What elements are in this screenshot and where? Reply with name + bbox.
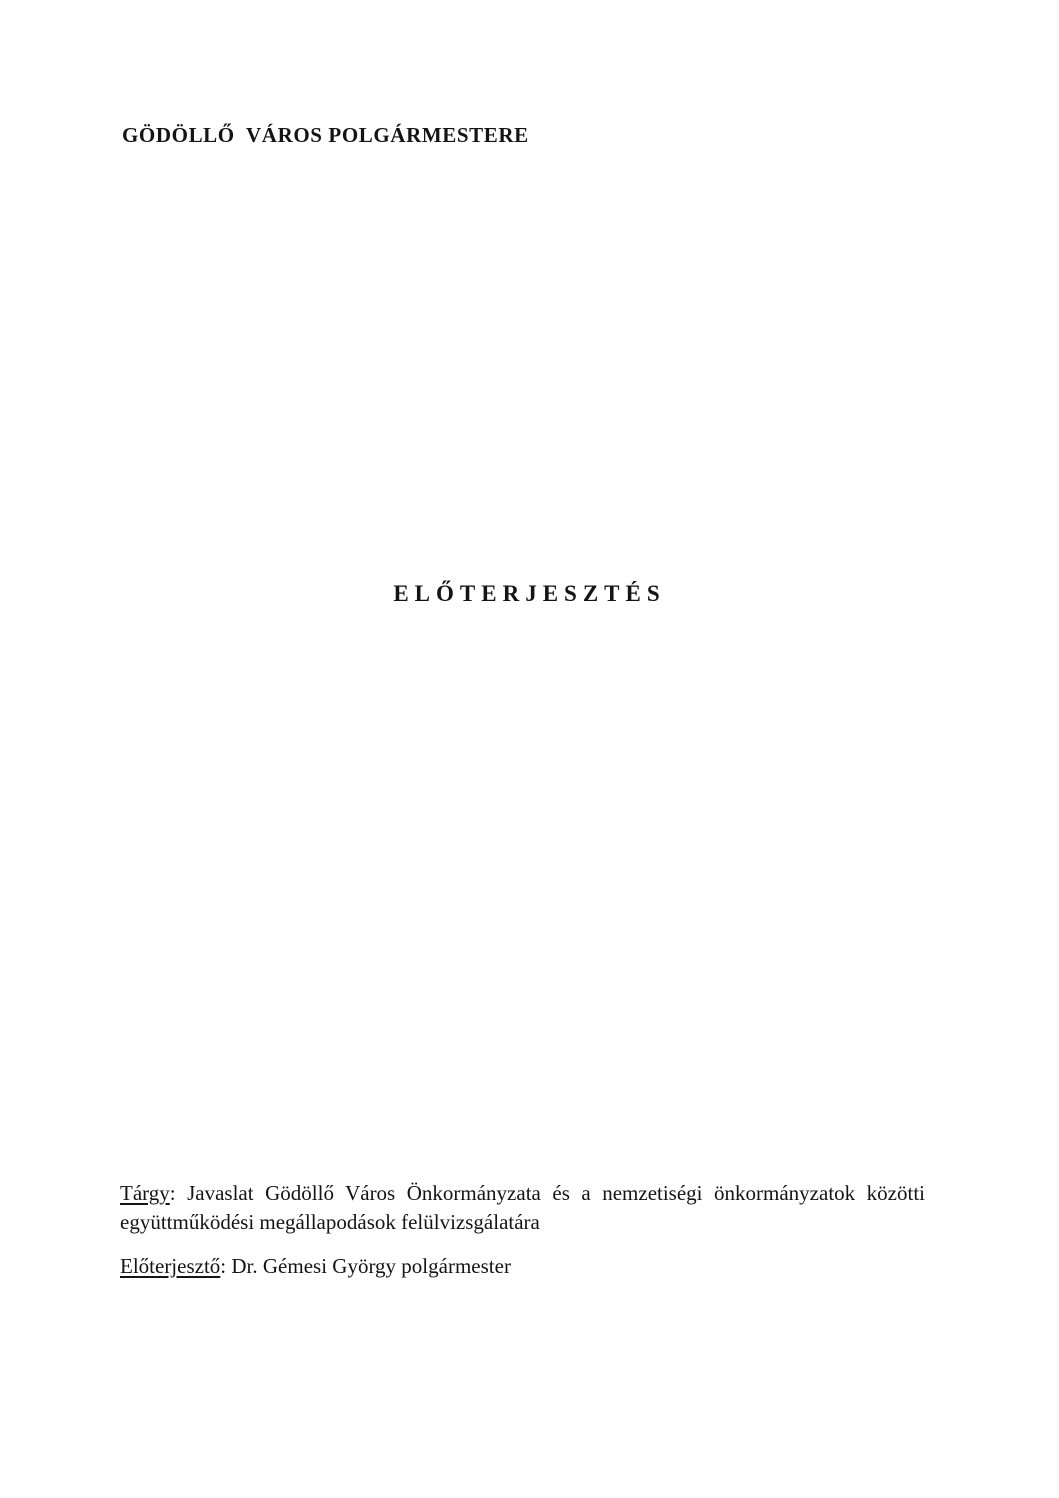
proposer-label: Előterjesztő	[120, 1254, 221, 1278]
proposer-line	[120, 1252, 511, 1281]
document-title: ELŐTERJESZTÉS	[393, 581, 666, 606]
proposer-text: : Dr. Gémesi György polgármester	[220, 1254, 511, 1278]
subject-line1-text: : Javaslat Gödöllő Város Önkormányzata és a nemzetiségi önkormányzatok közötti	[169, 1181, 925, 1205]
subject-label: Tárgy	[120, 1181, 170, 1205]
subject-line-1	[120, 1179, 925, 1208]
subject-line-2: együttműködési megállapodások felülvizsgálatára	[120, 1210, 540, 1234]
subject-paragraph	[120, 1179, 925, 1237]
document-header: GÖDÖLLŐ VÁROS POLGÁRMESTERE	[122, 123, 529, 147]
